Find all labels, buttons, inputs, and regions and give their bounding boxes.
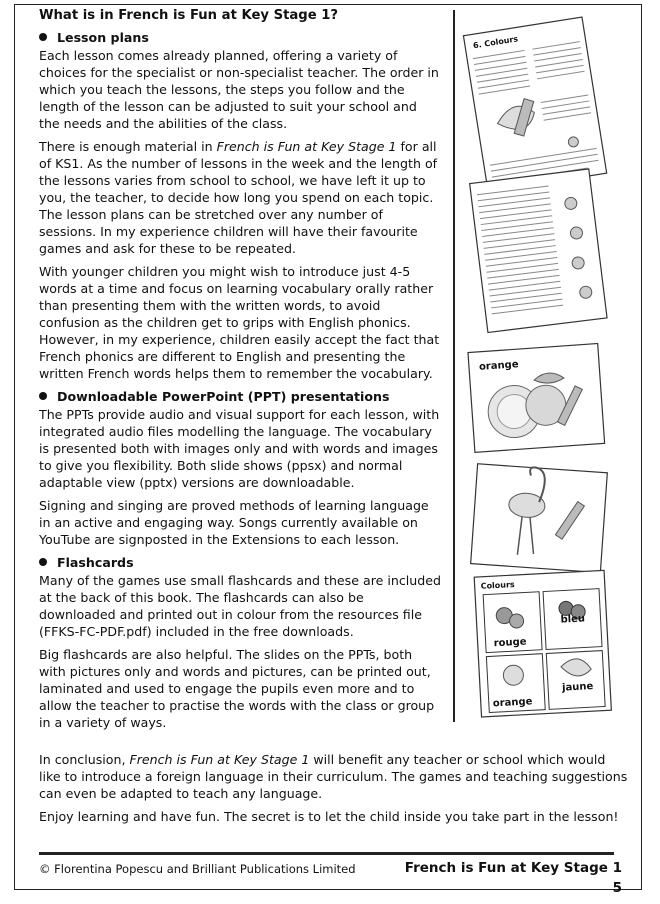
main-column: [39, 27, 441, 737]
slide-word: orange: [478, 359, 519, 373]
lesson-page-image: [463, 17, 606, 192]
page-heading: What is in French is Fun at Key Stage 1?: [39, 8, 339, 23]
section-heading-ppt: Downloadable PowerPoint (PPT) presentations: [39, 388, 441, 405]
ppt-slide-image: [471, 463, 608, 572]
flashcard-sheet-title: Colours: [480, 580, 515, 591]
paragraph: Many of the games use small flashcards and these are included at the back of this book. The flashcards can also be downloaded and printed out in colour from the resources file (FFKS-FC-PDF.pdf) included in the free downloads.: [39, 573, 441, 639]
paragraph: With younger children you might wish to introduce just 4-5 words at a time and focus on learning vocabulary orally rather than presenting them with the written words, to avoid confusion as the children get to grips with English phonics. However, in my experience, children easily accept the fact that French phonics are different to English and presenting the written French words helps them to remember the vocabulary.: [39, 264, 440, 381]
flashcard-sheet-image: [474, 570, 611, 717]
section-heading-flashcards: Flashcards: [39, 554, 441, 571]
footer-rule: [39, 852, 614, 855]
lesson-page-image: [470, 169, 607, 333]
paragraph: Each lesson comes already planned, offering a variety of choices for the specialist or non-specialist teacher. The order in which you teach the lessons, the steps you follow and the length of the lesson can be adjusted to suit your school and the needs and the abilities of the class.: [39, 48, 439, 131]
column-divider: [453, 10, 455, 722]
footer-book-title: French is Fun at Key Stage 1: [404, 860, 622, 876]
copyright-notice: © Florentina Popescu and Brilliant Publications Limited: [39, 862, 356, 876]
paragraph: The PPTs provide audio and visual support for each lesson, with integrated audio files modelling the language. The vocabulary is presented both with images only and with words and images to give you flexibility. Both slide shows (ppsx) and normal adaptable view (pptx) versions are downloadable.: [39, 407, 440, 490]
paragraph: Signing and singing are proved methods of learning language in an active and engaging way. Songs currently available on YouTube are signposted in the Extensions to each lesson.: [39, 498, 429, 547]
page-number: 5: [612, 880, 622, 896]
bullet-icon: [39, 33, 47, 41]
paragraph: Big flashcards are also helpful. The slides on the PPTs, both with pictures only and words and pictures, can be printed out, laminated and used to engage the pupils even more and to allow the teacher to practise the words with the class or group in a variety of ways.: [39, 647, 435, 730]
paragraph: There is enough material in French is Fun at Key Stage 1 for all of KS1. As the number of lessons in the week and the length of the lessons varies from school to school, we have left it up to you, the teacher, to decide how long you spend on each topic. The lesson plans can be stretched over any number of sessions. In my experience children will have their favourite games and ask for these to be repeated.: [39, 139, 438, 256]
paragraph: In conclusion, French is Fun at Key Stage 1 will benefit any teacher or school which would like to introduce a foreign language in their curriculum. The games and teaching suggestions can even be adapted to teach any language.: [39, 752, 628, 801]
conclusion-block: [39, 751, 629, 831]
illustrations-panel: [456, 8, 616, 728]
flashcard-word: orange: [492, 696, 533, 710]
bullet-icon: [39, 392, 47, 400]
lesson-page-heading: 6. Colours: [472, 34, 519, 51]
flashcard-word: rouge: [493, 636, 527, 650]
ppt-slide-image: [468, 344, 605, 453]
flashcard-word: bleu: [560, 613, 586, 626]
flashcard-word: jaune: [561, 681, 594, 694]
section-heading-lesson-plans: Lesson plans: [39, 29, 441, 46]
bullet-icon: [39, 558, 47, 566]
paragraph: Enjoy learning and have fun. The secret is to let the child inside you take part in the lesson!: [39, 809, 619, 824]
